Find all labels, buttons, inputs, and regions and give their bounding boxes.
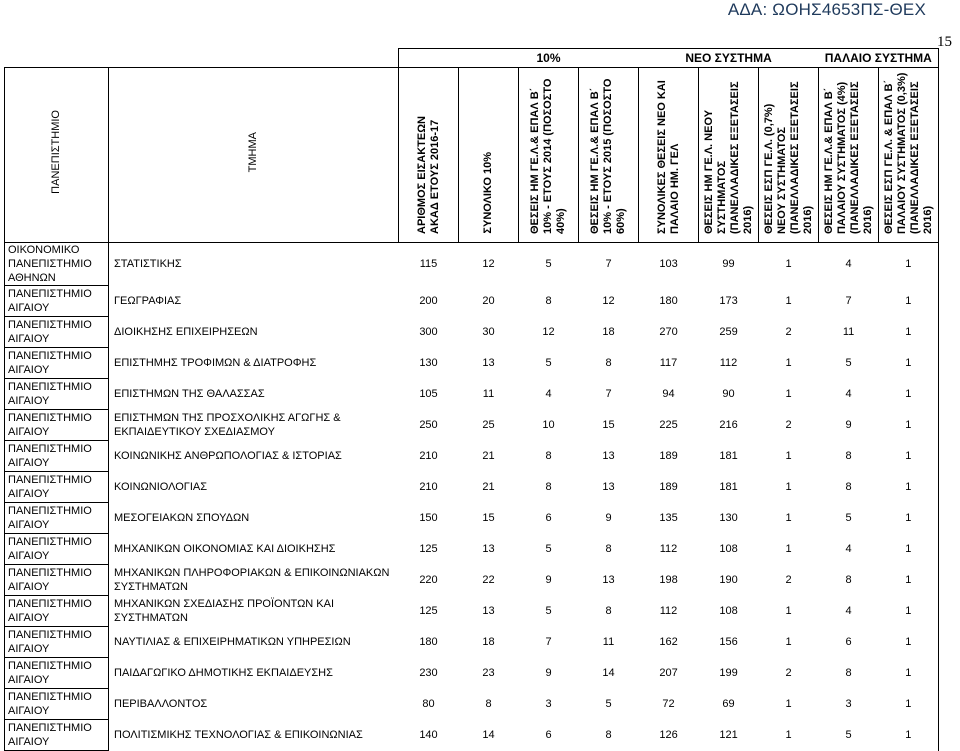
- value-cell: 1: [879, 348, 939, 379]
- value-cell: 207: [659, 667, 678, 679]
- value-cell: 225: [659, 419, 678, 431]
- value-cell: 23: [482, 667, 495, 679]
- department-cell: ΝΑΥΤΙΛΙΑΣ & ΕΠΙΧΕΙΡΗΜΑΤΙΚΩΝ ΥΠΗΡΕΣΙΩΝ: [114, 636, 351, 648]
- value-cell: 13: [602, 481, 615, 493]
- header-ten-percent: 10%: [459, 49, 639, 68]
- value-cell: 6: [845, 636, 852, 648]
- department-cell: ΠΕΡΙΒΑΛΛΟΝΤΟΣ: [114, 698, 208, 710]
- value-cell: 199: [719, 667, 738, 679]
- value-cell: 1: [785, 636, 792, 648]
- university-cell: ΠΑΝΕΠΙΣΤΗΜΙΟ ΑΙΓΑΙΟΥ: [5, 720, 109, 751]
- value-cell: 5: [845, 729, 852, 741]
- value-cell: 8: [845, 481, 852, 493]
- value-cell: 90: [722, 388, 735, 400]
- value-cell: 5: [545, 258, 552, 271]
- value-cell: 181: [719, 450, 738, 462]
- university-cell: ΠΑΝΕΠΙΣΤΗΜΙΟ ΑΙΓΑΙΟΥ: [5, 441, 109, 472]
- value-cell: 103: [659, 258, 678, 271]
- table-row: [5, 441, 939, 472]
- university-cell: ΠΑΝΕΠΙΣΤΗΜΙΟ ΑΙΓΑΙΟΥ: [5, 503, 109, 534]
- value-cell: 1: [879, 317, 939, 348]
- value-cell: 13: [602, 574, 615, 586]
- value-cell: 130: [419, 357, 438, 369]
- value-cell: 189: [659, 481, 678, 493]
- value-cell: 112: [719, 357, 738, 369]
- value-cell: 1: [785, 258, 792, 271]
- col-old-day: ΘΕΣΕΙΣ ΗΜ ΓΕ.Λ.& ΕΠΑΛ Β΄ ΠΑΛΑΙΟΥ ΣΥΣΤΗΜΑΤΟΣ (4%) (ΠΑΝΕΛΛΑΔΙΚΕΣ ΕΞΕΤΑΣΕΙΣ 2016): [819, 68, 879, 243]
- value-cell: 117: [659, 357, 678, 369]
- value-cell: 72: [662, 698, 675, 710]
- table-row: [5, 472, 939, 503]
- table-row: [5, 410, 939, 441]
- table-row: [5, 689, 939, 720]
- value-cell: 11: [602, 636, 615, 648]
- value-cell: 5: [605, 698, 612, 710]
- col-university: ΠΑΝΕΠΙΣΤΗΜΙΟ: [5, 68, 109, 243]
- value-cell: 11: [482, 388, 495, 400]
- value-cell: 1: [879, 441, 939, 472]
- value-cell: 94: [662, 388, 675, 400]
- value-cell: 250: [419, 419, 438, 431]
- value-cell: 1: [879, 286, 939, 317]
- university-cell: ΠΑΝΕΠΙΣΤΗΜΙΟ ΑΙΓΑΙΟΥ: [5, 565, 109, 596]
- value-cell: 2: [785, 574, 792, 586]
- table-row: [5, 627, 939, 658]
- ada-stamp: ΑΔΑ: ΩΟΗΣ4653ΠΣ-ΘΕΧ: [727, 0, 926, 19]
- value-cell: 8: [605, 605, 612, 617]
- value-cell: 1: [785, 729, 792, 741]
- value-cell: 20: [482, 295, 495, 307]
- value-cell: 2: [785, 667, 792, 679]
- table-row: [5, 348, 939, 379]
- department-cell: ΜΗΧΑΝΙΚΩΝ ΟΙΚΟΝΟΜΙΑΣ ΚΑΙ ΔΙΟΙΚΗΣΗΣ: [114, 543, 336, 555]
- department-cell: ΕΠΙΣΤΗΜΗΣ ΤΡΟΦΙΜΩΝ & ΔΙΑΤΡΟΦΗΣ: [114, 357, 317, 369]
- value-cell: 14: [602, 667, 615, 679]
- university-cell: ΠΑΝΕΠΙΣΤΗΜΙΟ ΑΙΓΑΙΟΥ: [5, 472, 109, 503]
- department-cell: ΠΟΛΙΤΙΣΜΙΚΗΣ ΤΕΧΝΟΛΟΓΙΑΣ & ΕΠΙΚΟΙΝΩΝΙΑΣ: [114, 729, 363, 741]
- value-cell: 112: [659, 543, 678, 555]
- value-cell: 210: [419, 450, 438, 462]
- value-cell: 6: [545, 729, 552, 741]
- value-cell: 7: [605, 258, 612, 271]
- department-cell: ΓΕΩΓΡΑΦΙΑΣ: [114, 295, 182, 307]
- value-cell: 8: [485, 698, 492, 710]
- value-cell: 4: [845, 605, 852, 617]
- value-cell: 11: [842, 326, 855, 338]
- value-cell: 6: [545, 512, 552, 524]
- department-cell: ΜΕΣΟΓΕΙΑΚΩΝ ΣΠΟΥΔΩΝ: [114, 512, 250, 524]
- value-cell: 1: [879, 658, 939, 689]
- table-row: [5, 534, 939, 565]
- table-row: [5, 596, 939, 627]
- value-cell: 8: [845, 667, 852, 679]
- value-cell: 135: [659, 512, 678, 524]
- value-cell: 8: [545, 481, 552, 493]
- department-cell: ΕΠΙΣΤΗΜΩΝ ΤΗΣ ΠΡΟΣΧΟΛΙΚΗΣ ΑΓΩΓΗΣ & ΕΚΠΑΙΔΕΥΤΙΚΟΥ ΣΧΕΔΙΑΣΜΟΥ: [114, 412, 341, 438]
- table-row: [5, 317, 939, 348]
- value-cell: 7: [845, 295, 852, 307]
- value-cell: 200: [419, 295, 438, 307]
- value-cell: 13: [482, 357, 495, 369]
- university-cell: ΠΑΝΕΠΙΣΤΗΜΙΟ ΑΙΓΑΙΟΥ: [5, 534, 109, 565]
- department-cell: ΚΟΙΝΩΝΙΚΗΣ ΑΝΘΡΩΠΟΛΟΓΙΑΣ & ΙΣΤΟΡΙΑΣ: [114, 450, 342, 462]
- university-cell: ΠΑΝΕΠΙΣΤΗΜΙΟ ΑΙΓΑΙΟΥ: [5, 286, 109, 317]
- value-cell: 121: [719, 729, 738, 741]
- table-row: [5, 243, 939, 286]
- value-cell: 8: [605, 729, 612, 741]
- value-cell: 15: [602, 419, 615, 431]
- university-cell: ΠΑΝΕΠΙΣΤΗΜΙΟ ΑΙΓΑΙΟΥ: [5, 596, 109, 627]
- value-cell: 8: [605, 543, 612, 555]
- value-cell: 216: [719, 419, 738, 431]
- value-cell: 156: [719, 636, 738, 648]
- value-cell: 99: [722, 258, 735, 271]
- value-cell: 130: [719, 512, 738, 524]
- value-cell: 12: [602, 295, 615, 307]
- university-cell: ΟΙΚΟΝΟΜΙΚΟ ΠΑΝΕΠΙΣΤΗΜΙΟ ΑΘΗΝΩΝ: [5, 243, 109, 286]
- table-body: [5, 243, 939, 751]
- value-cell: 18: [482, 636, 495, 648]
- university-cell: ΠΑΝΕΠΙΣΤΗΜΙΟ ΑΙΓΑΙΟΥ: [5, 317, 109, 348]
- admissions-table: [4, 48, 939, 751]
- value-cell: 1: [879, 243, 939, 286]
- value-cell: 112: [659, 605, 678, 617]
- value-cell: 9: [545, 667, 552, 679]
- table-row: [5, 720, 939, 751]
- value-cell: 190: [719, 574, 738, 586]
- value-cell: 10: [542, 419, 555, 431]
- department-cell: ΚΟΙΝΩΝΙΟΛΟΓΙΑΣ: [114, 481, 208, 493]
- col-seats2015: ΘΕΣΕΙΣ ΗΜ ΓΕ.Λ.& ΕΠΑΛ Β΄ 10% - ΕΤΟΥΣ 2015 (ΠΟΣΟΣΤΟ 60%): [579, 68, 639, 243]
- value-cell: 115: [419, 258, 438, 271]
- value-cell: 9: [845, 419, 852, 431]
- value-cell: 22: [482, 574, 495, 586]
- university-cell: ΠΑΝΕΠΙΣΤΗΜΙΟ ΑΙΓΑΙΟΥ: [5, 627, 109, 658]
- university-cell: ΠΑΝΕΠΙΣΤΗΜΙΟ ΑΙΓΑΙΟΥ: [5, 689, 109, 720]
- value-cell: 3: [545, 698, 552, 710]
- table-row: [5, 565, 939, 596]
- university-cell: ΠΑΝΕΠΙΣΤΗΜΙΟ ΑΙΓΑΙΟΥ: [5, 379, 109, 410]
- value-cell: 7: [605, 388, 612, 400]
- value-cell: 9: [545, 574, 552, 586]
- value-cell: 220: [419, 574, 438, 586]
- value-cell: 4: [845, 258, 852, 271]
- value-cell: 1: [879, 627, 939, 658]
- col-department: ΤΜΗΜΑ: [109, 68, 399, 243]
- value-cell: 8: [845, 574, 852, 586]
- value-cell: 1: [785, 698, 792, 710]
- value-cell: 108: [719, 543, 738, 555]
- value-cell: 1: [879, 503, 939, 534]
- table-row: [5, 658, 939, 689]
- table-row: [5, 503, 939, 534]
- col-new-day: ΘΕΣΕΙΣ ΗΜ ΓΕ.Λ. ΝΕΟΥ ΣΥΣΤΗΜΑΤΟΣ (ΠΑΝΕΛΛΑΔΙΚΕΣ ΕΞΕΤΑΣΕΙΣ 2016): [699, 68, 759, 243]
- value-cell: 5: [545, 543, 552, 555]
- value-cell: 13: [602, 450, 615, 462]
- value-cell: 3: [845, 698, 852, 710]
- top-header-row: [5, 49, 939, 68]
- value-cell: 18: [602, 326, 615, 338]
- value-cell: 1: [785, 388, 792, 400]
- value-cell: 5: [845, 357, 852, 369]
- university-cell: ΠΑΝΕΠΙΣΤΗΜΙΟ ΑΙΓΑΙΟΥ: [5, 348, 109, 379]
- value-cell: 180: [659, 295, 678, 307]
- value-cell: 126: [659, 729, 678, 741]
- value-cell: 7: [545, 636, 552, 648]
- value-cell: 1: [785, 481, 792, 493]
- department-cell: ΣΤΑΤΙΣΤΙΚΗΣ: [114, 258, 182, 271]
- value-cell: 30: [482, 326, 495, 338]
- table-row: [5, 286, 939, 317]
- value-cell: 259: [719, 326, 738, 338]
- value-cell: 198: [659, 574, 678, 586]
- value-cell: 21: [482, 481, 495, 493]
- col-admitted: ΑΡΙΘΜΟΣ ΕΙΣΑΚΤΕΩΝ ΑΚΑΔ ΕΤΟΥΣ 2016-17: [399, 68, 459, 243]
- value-cell: 1: [879, 472, 939, 503]
- university-cell: ΠΑΝΕΠΙΣΤΗΜΙΟ ΑΙΓΑΙΟΥ: [5, 410, 109, 441]
- value-cell: 1: [785, 605, 792, 617]
- value-cell: 4: [845, 388, 852, 400]
- value-cell: 8: [605, 357, 612, 369]
- col-total10: ΣΥΝΟΛΙΚΟ 10%: [459, 68, 519, 243]
- value-cell: 5: [845, 512, 852, 524]
- table-row: [5, 379, 939, 410]
- value-cell: 4: [845, 543, 852, 555]
- page-number: 15: [937, 34, 952, 50]
- value-cell: 5: [545, 605, 552, 617]
- department-cell: ΜΗΧΑΝΙΚΩΝ ΠΛΗΡΟΦΟΡΙΑΚΩΝ & ΕΠΙΚΟΙΝΩΝΙΑΚΩΝ ΣΥΣΤΗΜΑΤΩΝ: [114, 567, 390, 593]
- value-cell: 1: [879, 596, 939, 627]
- department-cell: ΔΙΟΙΚΗΣΗΣ ΕΠΙΧΕΙΡΗΣΕΩΝ: [114, 326, 258, 338]
- value-cell: 181: [719, 481, 738, 493]
- value-cell: 12: [542, 326, 555, 338]
- department-cell: ΕΠΙΣΤΗΜΩΝ ΤΗΣ ΘΑΛΑΣΣΑΣ: [114, 388, 265, 400]
- value-cell: 5: [545, 357, 552, 369]
- header-new-system: ΝΕΟ ΣΥΣΤΗΜΑ: [639, 49, 819, 68]
- value-cell: 15: [482, 512, 495, 524]
- value-cell: 1: [785, 295, 792, 307]
- value-cell: 1: [785, 450, 792, 462]
- value-cell: 189: [659, 450, 678, 462]
- value-cell: 25: [482, 419, 495, 431]
- col-total-new-old: ΣΥΝΟΛΙΚΕΣ ΘΕΣΕΙΣ ΝΕΟ ΚΑΙ ΠΑΛΑΙΟ ΗΜ. ΓΕΛ: [639, 68, 699, 243]
- value-cell: 230: [419, 667, 438, 679]
- value-cell: 270: [659, 326, 678, 338]
- value-cell: 14: [482, 729, 495, 741]
- value-cell: 173: [719, 295, 738, 307]
- value-cell: 108: [719, 605, 738, 617]
- value-cell: 21: [482, 450, 495, 462]
- value-cell: 1: [879, 720, 939, 751]
- value-cell: 13: [482, 605, 495, 617]
- value-cell: 105: [419, 388, 438, 400]
- value-cell: 8: [545, 450, 552, 462]
- value-cell: 80: [422, 698, 435, 710]
- col-old-eve: ΘΕΣΕΙΣ ΕΣΠ ΓΕ.Λ. & ΕΠΑΛ Β΄ ΠΑΛΑΙΟΥ ΣΥΣΤΗΜΑΤΟΣ (0,3%) (ΠΑΝΕΛΛΑΔΙΚΕΣ ΕΞΕΤΑΣΕΙΣ 2016): [879, 68, 939, 243]
- value-cell: 12: [482, 258, 495, 271]
- value-cell: 300: [419, 326, 438, 338]
- value-cell: 1: [785, 543, 792, 555]
- value-cell: 2: [785, 326, 792, 338]
- value-cell: 13: [482, 543, 495, 555]
- value-cell: 180: [419, 636, 438, 648]
- value-cell: 1: [785, 357, 792, 369]
- value-cell: 1: [879, 689, 939, 720]
- value-cell: 2: [785, 419, 792, 431]
- value-cell: 125: [419, 543, 438, 555]
- value-cell: 162: [659, 636, 678, 648]
- value-cell: 9: [605, 512, 612, 524]
- value-cell: 1: [879, 534, 939, 565]
- value-cell: 1: [879, 410, 939, 441]
- department-cell: ΠΑΙΔΑΓΩΓΙΚΟ ΔΗΜΟΤΙΚΗΣ ΕΚΠΑΙΔΕΥΣΗΣ: [114, 667, 333, 679]
- value-cell: 125: [419, 605, 438, 617]
- header-old-system: ΠΑΛΑΙΟ ΣΥΣΤΗΜΑ: [819, 49, 939, 68]
- value-cell: 4: [545, 388, 552, 400]
- value-cell: 8: [545, 295, 552, 307]
- value-cell: 1: [785, 512, 792, 524]
- col-new-eve: ΘΕΣΕΙΣ ΕΣΠ ΓΕ.Λ. (0,7%) ΝΕΟΥ ΣΥΣΤΗΜΑΤΟΣ (ΠΑΝΕΛΛΑΔΙΚΕΣ ΕΞΕΤΑΣΕΙΣ 2016): [759, 68, 819, 243]
- value-cell: 150: [419, 512, 438, 524]
- value-cell: 8: [845, 450, 852, 462]
- column-header-row: [5, 68, 939, 243]
- university-cell: ΠΑΝΕΠΙΣΤΗΜΙΟ ΑΙΓΑΙΟΥ: [5, 658, 109, 689]
- value-cell: 210: [419, 481, 438, 493]
- col-seats2014: ΘΕΣΕΙΣ ΗΜ ΓΕ.Λ.& ΕΠΑΛ Β΄ 10% - ΕΤΟΥΣ 2014 (ΠΟΣΟΣΤΟ 40%): [519, 68, 579, 243]
- value-cell: 140: [419, 729, 438, 741]
- value-cell: 1: [879, 379, 939, 410]
- value-cell: 1: [879, 565, 939, 596]
- value-cell: 69: [722, 698, 735, 710]
- department-cell: ΜΗΧΑΝΙΚΩΝ ΣΧΕΔΙΑΣΗΣ ΠΡΟΪΟΝΤΩΝ ΚΑΙ ΣΥΣΤΗΜΑΤΩΝ: [114, 598, 335, 624]
